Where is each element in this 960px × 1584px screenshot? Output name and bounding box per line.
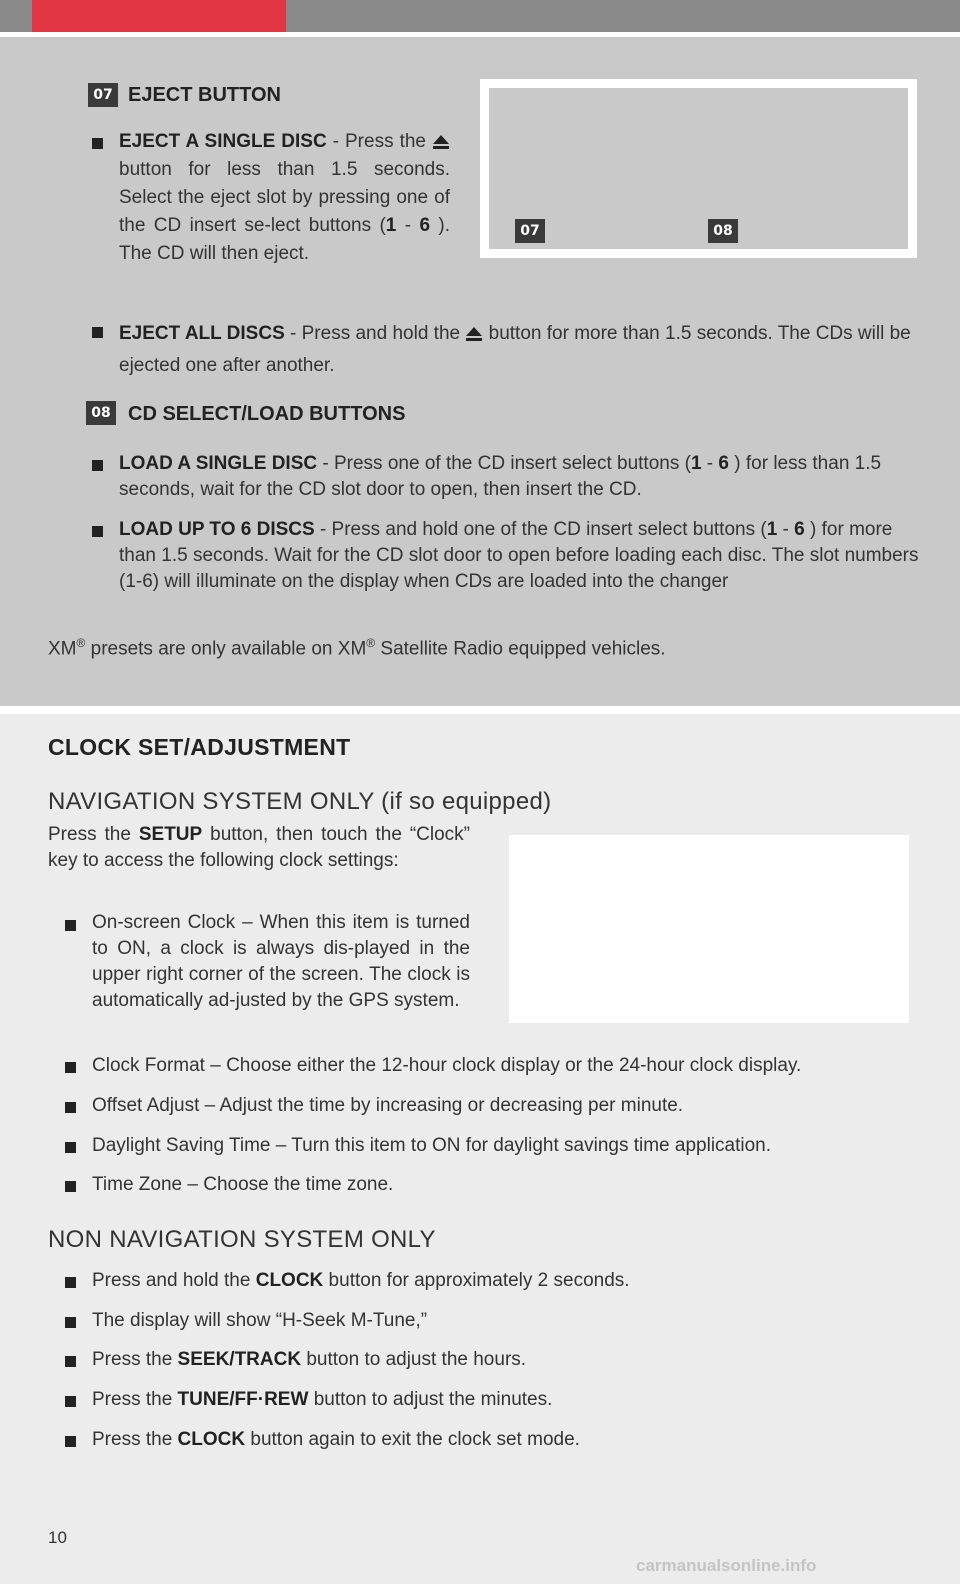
setup-label: SETUP: [138, 824, 203, 845]
nav-item: Daylight Saving Time – Turn this item to ON for daylight savings time application.: [92, 1135, 772, 1156]
nav-item: Offset Adjust – Adjust the time by increasing or decreasing per minute.: [92, 1095, 684, 1116]
clock-title: CLOCK SET/ADJUSTMENT: [48, 734, 351, 760]
non-nav-item: Press the SEEK/TRACK button to adjust the hours.: [92, 1349, 527, 1370]
top-bar: [0, 0, 960, 32]
bullet-icon: [65, 1062, 76, 1073]
load-single-label: LOAD A SINGLE DISC: [119, 453, 318, 474]
bullet-icon: [65, 1102, 76, 1113]
eject-icon: [465, 326, 483, 342]
bullet-icon: [65, 1396, 76, 1407]
bullet-icon: [65, 1277, 76, 1288]
non-nav-item: Press the TUNE/FF·REW button to adjust the minutes.: [92, 1389, 553, 1410]
clock-intro: Press the SETUP button, then touch the “Clock” key to access the following clock settings:: [48, 824, 470, 871]
non-nav-item: The display will show “H-Seek M-Tune,”: [92, 1310, 428, 1331]
bullet-icon: [65, 920, 76, 931]
bullet-icon: [65, 1317, 76, 1328]
load-single-text: LOAD A SINGLE DISC - Press one of the CD insert select buttons (1 - 6 ) for less than 1.5 seconds, wait for the CD slot door to open, then insert the CD.: [119, 453, 882, 500]
bullet-icon: [65, 1142, 76, 1153]
nav-item: Time Zone – Choose the time zone.: [92, 1174, 394, 1195]
clock-screen-image: [500, 826, 918, 1032]
page-number: 10: [48, 1528, 67, 1547]
eject-single-label: EJECT A SINGLE DISC: [119, 131, 327, 152]
section-badge-07: 07: [88, 83, 118, 107]
top-bar-accent: [32, 0, 286, 32]
nav-system-title: NAVIGATION SYSTEM ONLY (if so equipped): [48, 788, 552, 815]
watermark: carmanualsonline.info: [636, 1556, 817, 1575]
non-nav-title: NON NAVIGATION SYSTEM ONLY: [48, 1226, 436, 1253]
bullet-icon: [65, 1181, 76, 1192]
bullet-icon: [92, 327, 103, 338]
load-heading: CD SELECT/LOAD BUTTONS: [128, 403, 406, 425]
eject-single-text: EJECT A SINGLE DISC - Press the button for less than 1.5 seconds. Select the eject slot by pressing one of the CD insert se-lect buttons (1 - 6 ). The CD will then eject.: [119, 131, 451, 264]
eject-all-label: EJECT ALL DISCS: [119, 323, 285, 344]
section-badge-08: 08: [86, 401, 116, 425]
bullet-icon: [65, 1436, 76, 1447]
image-label-08: 08: [708, 219, 738, 243]
bullet-icon: [92, 460, 103, 471]
non-nav-item: Press the CLOCK button again to exit the clock set mode.: [92, 1429, 580, 1450]
bullet-icon: [92, 138, 103, 149]
eject-all-text: EJECT ALL DISCS - Press and hold the button for more than 1.5 seconds. The CDs will be ejected one after another.: [119, 323, 911, 376]
cd-panel-image: [480, 79, 917, 258]
load-upto-text: LOAD UP TO 6 DISCS - Press and hold one of the CD insert select buttons (1 - 6 ) for more than 1.5 seconds. Wait for the CD slot door to open before loading each disc. The slot numbers (1-6) will illuminate on the display when CDs are loaded into the changer: [119, 519, 919, 592]
image-label-07: 07: [515, 219, 545, 243]
bullet-icon: [92, 526, 103, 537]
nav-item: Clock Format – Choose either the 12-hour clock display or the 24-hour clock display.: [92, 1055, 802, 1076]
bullet-icon: [65, 1356, 76, 1367]
nav-item: On-screen Clock – When this item is turned to ON, a clock is always dis-played in the upper right corner of the screen. The clock is automatically ad-justed by the GPS system.: [92, 912, 470, 1011]
section-divider: [0, 706, 960, 714]
non-nav-item: Press and hold the CLOCK button for approximately 2 seconds.: [92, 1270, 630, 1291]
load-upto-label: LOAD UP TO 6 DISCS: [119, 519, 315, 540]
xm-note: XM® presets are only available on XM® Satellite Radio equipped vehicles.: [48, 636, 666, 660]
eject-icon: [432, 134, 450, 150]
eject-heading: EJECT BUTTON: [128, 84, 281, 106]
